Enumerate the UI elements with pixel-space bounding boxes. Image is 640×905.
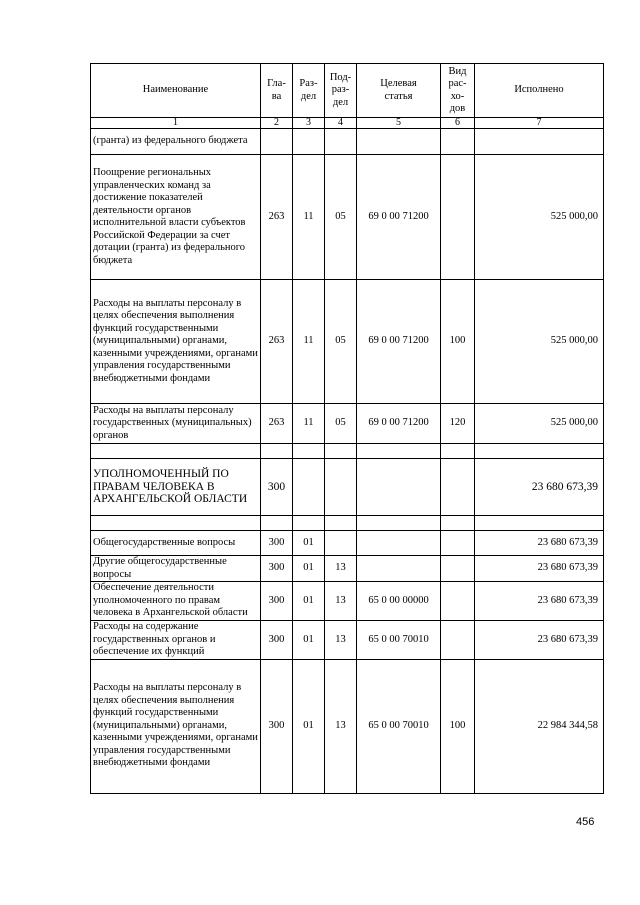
table-row [91,404,604,444]
row-name: Расходы на выплаты персоналу в целях обеспечения выполнения функций государственными (муниципальными) органами, казенными учреждениями, органами управления государственными внебюджетными фондами [91,280,261,404]
table-row [91,155,604,280]
column-index: 4 [325,118,357,129]
row-expense-type [441,582,475,621]
row-target-article [357,531,441,556]
row-name: Другие общегосударственные вопросы [91,556,261,582]
row-glava [261,444,293,459]
row-amount: 22 984 344,58 [475,659,604,793]
row-name: Поощрение региональных управленческих команд за достижение показателей деятельности органов исполнительной власти субъектов Российской Федерации за счет дотации (гранта) из федерального бюджета [91,155,261,280]
row-amount [475,444,604,459]
row-expense-type [441,621,475,660]
row-name: Обеспечение деятельности уполномоченного по правам человека в Архангельской области [91,582,261,621]
table-row [91,531,604,556]
column-index: 5 [357,118,441,129]
row-amount: 23 680 673,39 [475,531,604,556]
header-target-article: Целевая статья [357,64,441,118]
column-index-row [91,118,604,129]
row-glava [261,129,293,155]
row-amount: 525 000,00 [475,280,604,404]
row-expense-type [441,444,475,459]
row-podrazdel: 05 [325,404,357,444]
table-row [91,444,604,459]
row-podrazdel [325,516,357,531]
row-amount: 525 000,00 [475,155,604,280]
row-glava: 300 [261,459,293,516]
header-executed: Исполнено [475,64,604,118]
page-number: 456 [576,816,595,828]
row-glava: 263 [261,280,293,404]
row-razdel: 11 [293,404,325,444]
row-expense-type [441,459,475,516]
row-glava: 300 [261,556,293,582]
row-podrazdel: 13 [325,621,357,660]
row-expense-type [441,155,475,280]
row-amount [475,129,604,155]
row-expense-type [441,556,475,582]
row-expense-type [441,531,475,556]
row-glava: 300 [261,531,293,556]
row-name: (гранта) из федерального бюджета [91,129,261,155]
row-glava: 263 [261,404,293,444]
row-podrazdel [325,459,357,516]
row-podrazdel: 13 [325,659,357,793]
table-row [91,459,604,516]
row-razdel: 01 [293,621,325,660]
header-razdel: Раз- дел [293,64,325,118]
row-amount [475,516,604,531]
row-name: Расходы на выплаты персоналу государственных (муниципальных) органов [91,404,261,444]
row-razdel [293,444,325,459]
row-expense-type: 100 [441,280,475,404]
row-name: Общегосударственные вопросы [91,531,261,556]
column-index: 2 [261,118,293,129]
row-expense-type: 120 [441,404,475,444]
row-glava: 300 [261,659,293,793]
row-razdel [293,516,325,531]
row-razdel: 01 [293,531,325,556]
row-name [91,516,261,531]
budget-execution-table [90,63,604,794]
column-index: 3 [293,118,325,129]
table-row [91,280,604,404]
table-row [91,582,604,621]
row-razdel: 01 [293,556,325,582]
row-podrazdel [325,444,357,459]
row-target-article: 69 0 00 71200 [357,404,441,444]
row-name: Расходы на содержание государственных органов и обеспечение их функций [91,621,261,660]
row-amount: 525 000,00 [475,404,604,444]
row-podrazdel [325,531,357,556]
row-expense-type: 100 [441,659,475,793]
header-podrazdel: Под- раз- дел [325,64,357,118]
row-target-article: 69 0 00 71200 [357,280,441,404]
row-target-article [357,444,441,459]
header-name: Наименование [91,64,261,118]
row-razdel: 01 [293,659,325,793]
row-razdel: 11 [293,280,325,404]
table-row [91,129,604,155]
column-index: 7 [475,118,604,129]
row-glava: 300 [261,582,293,621]
header-glava: Гла- ва [261,64,293,118]
row-podrazdel: 13 [325,556,357,582]
row-name: УПОЛНОМОЧЕННЫЙ ПО ПРАВАМ ЧЕЛОВЕКА В АРХАНГЕЛЬСКОЙ ОБЛАСТИ [91,459,261,516]
table-row [91,621,604,660]
row-podrazdel: 05 [325,155,357,280]
row-podrazdel: 13 [325,582,357,621]
row-glava [261,516,293,531]
row-target-article: 69 0 00 71200 [357,155,441,280]
row-target-article: 65 0 00 70010 [357,659,441,793]
row-glava: 263 [261,155,293,280]
table-row [91,516,604,531]
header-expense-type: Вид рас- хо- дов [441,64,475,118]
row-target-article [357,129,441,155]
row-target-article [357,459,441,516]
row-amount: 23 680 673,39 [475,582,604,621]
row-target-article [357,556,441,582]
row-name [91,444,261,459]
table-row [91,556,604,582]
column-index: 1 [91,118,261,129]
row-amount: 23 680 673,39 [475,459,604,516]
row-amount: 23 680 673,39 [475,556,604,582]
row-razdel [293,459,325,516]
row-razdel: 01 [293,582,325,621]
row-podrazdel: 05 [325,280,357,404]
row-target-article: 65 0 00 70010 [357,621,441,660]
row-expense-type [441,129,475,155]
row-target-article [357,516,441,531]
row-amount: 23 680 673,39 [475,621,604,660]
row-razdel: 11 [293,155,325,280]
row-podrazdel [325,129,357,155]
row-razdel [293,129,325,155]
table-body [91,129,604,794]
row-expense-type [441,516,475,531]
column-index: 6 [441,118,475,129]
row-name: Расходы на выплаты персоналу в целях обеспечения выполнения функций государственными (муниципальными) органами, казенными учреждениями, органами управления государственными внебюджетными фондами [91,659,261,793]
row-target-article: 65 0 00 00000 [357,582,441,621]
row-glava: 300 [261,621,293,660]
header-row [91,64,604,118]
table-row [91,659,604,793]
